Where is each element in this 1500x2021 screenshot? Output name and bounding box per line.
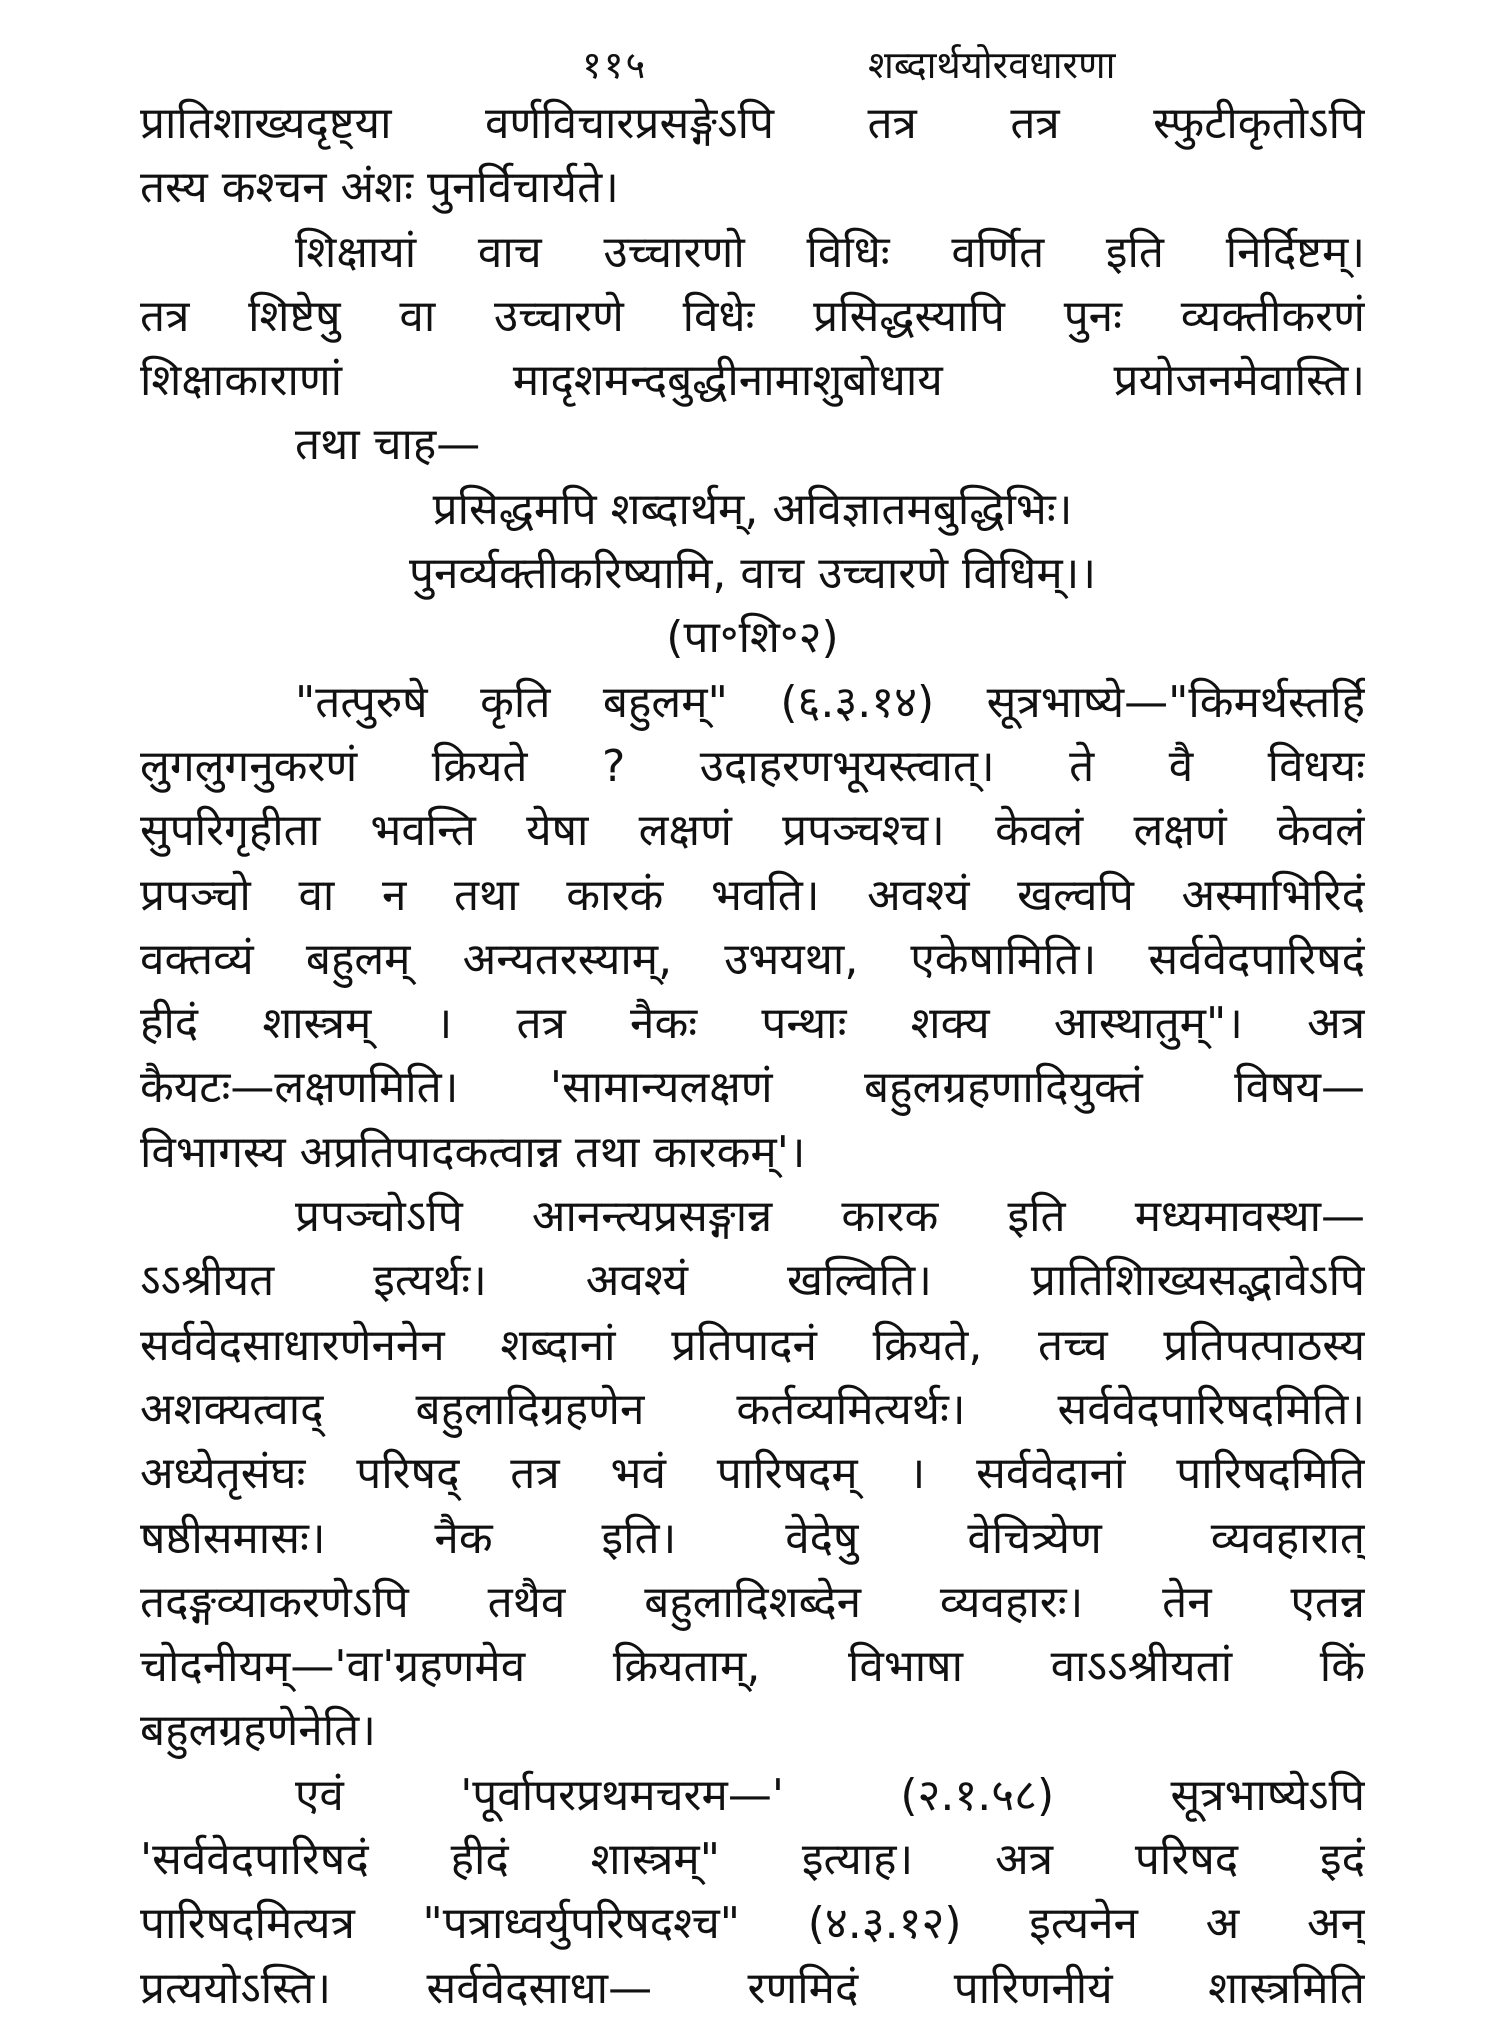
text-line: सर्ववेदसाधारणेननेन शब्दानां प्रतिपादनं क्रियते, तच्च प्रतिपत्पाठस्य (140, 1319, 1365, 1371)
text-line: कैयटः—लक्षणमिति। 'सामान्यलक्षणं बहुलग्रहणादियुक्तं विषय— (140, 1062, 1365, 1114)
text-line: अध्येतृसंघः परिषद् तत्र भवं पारिषदम् । सर्ववेदानां पारिषदमिति (140, 1448, 1365, 1500)
text-line: अशक्यत्वाद् बहुलादिग्रहणेन कर्तव्यमित्यर्थः। सर्ववेदपारिषदमिति। (140, 1383, 1365, 1435)
text-line: प्रातिशाख्यदृष्ट्या वर्णविचारप्रसङ्गेऽपि तत्र तत्र स्फुटीकृतोऽपि (140, 98, 1365, 149)
text-line: शिक्षायां वाच उच्चारणो विधिः वर्णित इति निर्दिष्टम्। (295, 226, 1365, 278)
text-line: षष्ठीसमासः। नैक इति। वेदेषु वेचित्र्येण व्यवहारात् (140, 1512, 1365, 1564)
text-line: बहुलग्रहणेनेति। (140, 1705, 376, 1757)
text-line: सुपरिगृहीता भवन्ति येषा लक्षणं प्रपञ्चश्च। केवलं लक्षणं केवलं (140, 805, 1365, 857)
text-line: 'सर्ववेदपारिषदं हीदं शास्त्रम्" इत्याह। अत्र परिषद इदं (140, 1834, 1365, 1886)
text-line: प्रत्ययोऽस्ति। सर्ववेदसाधा— रणमिदं पारिणनीयं शास्त्रमिति (140, 1962, 1365, 2014)
text-line: तस्य कश्चन अंशः पुनर्विचार्यते। (140, 162, 619, 214)
text-line: लुगलुगनुकरणं क्रियते ? उदाहरणभूयस्त्वात्। ते वै विधयः (140, 740, 1365, 792)
text-line: प्रपञ्चोऽपि आनन्त्यप्रसङ्गान्न कारक इति मध्यमावस्था— (295, 1191, 1365, 1243)
text-line: शिक्षाकाराणां मादृशमन्दबुद्धीनामाशुबोधाय प्रयोजनमेवास्ति। (140, 355, 1365, 407)
text-line: पारिषदमित्यत्र "पत्राध्वर्युपरिषदश्च" (४.३.१२) इत्यनेन अ अन् (140, 1898, 1365, 1950)
text-line: "तत्पुरुषे कृति बहुलम्" (६.३.१४) सूत्रभाष्ये—"किमर्थस्तर्हि (295, 676, 1365, 728)
verse-line: प्रसिद्धमपि शब्दार्थम्, अविज्ञातमबुद्धिभिः। (432, 483, 1073, 535)
verse-citation: (पा॰शि॰२) (666, 612, 839, 664)
text-line: प्रपञ्चो वा न तथा कारकं भवति। अवश्यं खल्वपि अस्माभिरिदं (140, 869, 1365, 921)
text-line: तत्र शिष्टेषु वा उच्चारणे विधेः प्रसिद्धस्यापि पुनः व्यक्तीकरणं (140, 290, 1365, 342)
text-line: एवं 'पूर्वापरप्रथमचरम—' (२.१.५८) सूत्रभाष्येऽपि (295, 1769, 1365, 1821)
text-line: वक्तव्यं बहुलम् अन्यतरस्याम्, उभयथा, एकेषामिति। सर्ववेदपारिषदं (140, 933, 1365, 985)
text-line: ऽऽश्रीयत इत्यर्थः। अवश्यं खल्विति। प्रातिशिाख्यसद्भावेऽपि (140, 1255, 1365, 1307)
text-line: तथा चाह— (295, 419, 481, 471)
running-title: शब्दार्थयोरवधारणा (868, 43, 1116, 87)
text-line: विभागस्य अप्रतिपादकत्वान्न तथा कारकम्'। (140, 1126, 806, 1178)
text-line: चोदनीयम्—'वा'ग्रहणमेव क्रियताम्, विभाषा वाऽऽश्रीयतां किं (140, 1641, 1365, 1693)
text-line: तदङ्गव्याकरणेऽपि तथैव बहुलादिशब्देन व्यवहारः। तेन एतन्न (140, 1576, 1365, 1628)
text-line: हीदं शास्त्रम् । तत्र नैकः पन्थाः शक्य आस्थातुम्"। अत्र (140, 998, 1365, 1050)
verse-line: पुनर्व्यक्तीकरिष्यामि, वाच उच्चारणे विधिम्।। (408, 548, 1097, 600)
body-text (140, 92, 1365, 2021)
page-number: ११५ (582, 43, 648, 87)
